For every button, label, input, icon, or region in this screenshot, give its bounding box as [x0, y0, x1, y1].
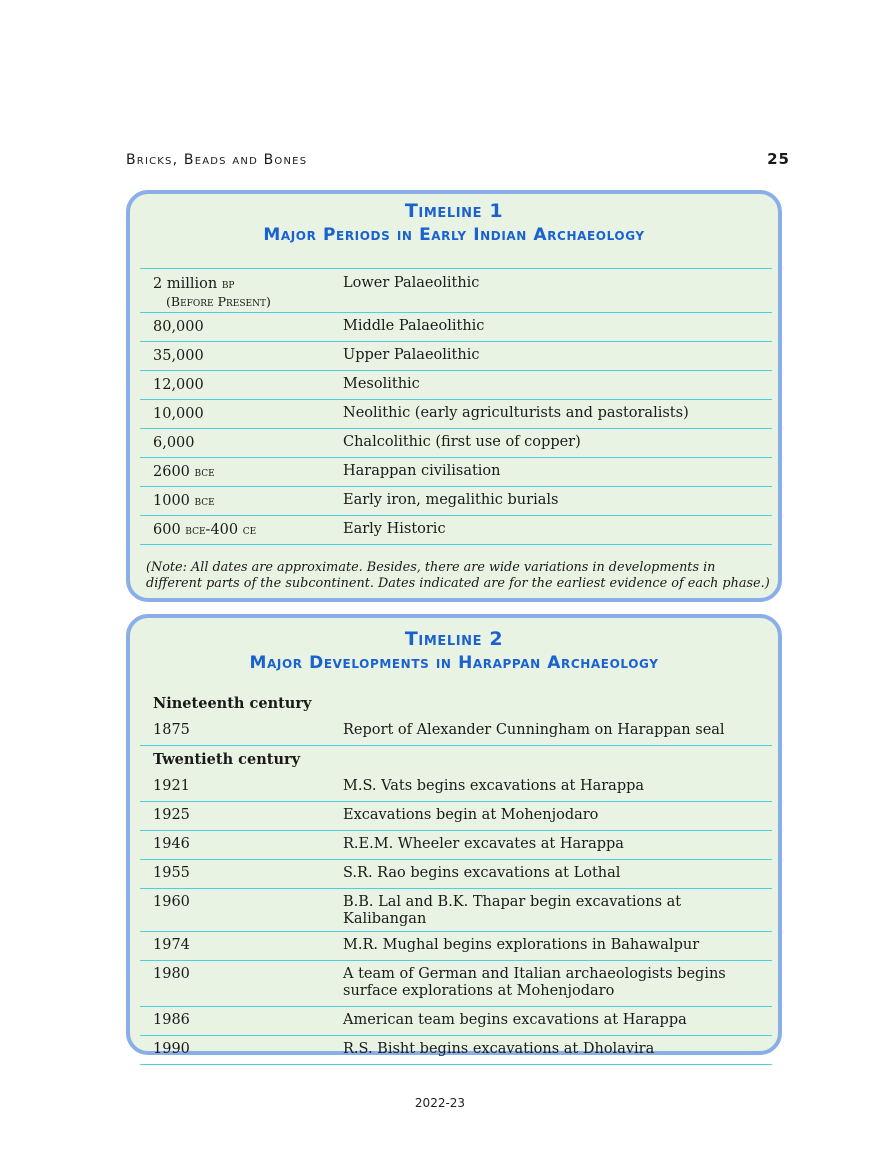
- timeline-row: [140, 429, 772, 458]
- date-value: -400: [205, 522, 243, 538]
- timeline-row: [140, 889, 772, 932]
- timeline-event: Neolithic (early agriculturists and pastoralists): [343, 405, 689, 421]
- timeline-event: Chalcolithic (first use of copper): [343, 434, 581, 450]
- timeline-event: Middle Palaeolithic: [343, 318, 485, 334]
- timeline-1-heading: [130, 199, 778, 247]
- timeline-event: Report of Alexander Cunningham on Harappan seal: [343, 722, 725, 738]
- timeline-row: [140, 371, 772, 400]
- timeline-event: Early Historic: [343, 521, 446, 537]
- date-value: 80,000: [153, 319, 204, 335]
- century-heading: Twentieth century: [153, 751, 301, 768]
- footer-year: 2022-23: [414, 1096, 466, 1110]
- timeline-event: Lower Palaeolithic: [343, 275, 480, 291]
- timeline-2-heading: [130, 627, 778, 675]
- timeline-date: [140, 347, 343, 367]
- timeline-date: 1875: [153, 722, 190, 738]
- timeline-event: S.R. Rao begins excavations at Lothal: [343, 865, 621, 881]
- timeline-event: M.R. Mughal begins explorations in Bahawalpur: [343, 937, 700, 953]
- timeline-event: M.S. Vats begins excavations at Harappa: [343, 778, 645, 794]
- timeline-2-box: [126, 614, 782, 1055]
- timeline-row: [140, 400, 772, 429]
- page-number: 25: [767, 150, 790, 168]
- timeline-2-title: Timeline 2: [404, 628, 504, 650]
- timeline-event: B.B. Lal and B.K. Thapar begin excavations at Kalibangan: [343, 894, 682, 927]
- timeline-date: [140, 318, 343, 338]
- century-heading: Nineteenth century: [153, 695, 312, 712]
- timeline-date: 1986: [153, 1012, 190, 1028]
- timeline-row: [140, 487, 772, 516]
- timeline-date: [140, 492, 343, 512]
- date-unit: bce: [194, 464, 215, 479]
- timeline-1-table: [140, 268, 772, 545]
- timeline-event: Mesolithic: [343, 376, 420, 392]
- timeline-row: [140, 773, 772, 802]
- timeline-row: [140, 342, 772, 371]
- timeline-row: [140, 1007, 772, 1036]
- timeline-row: [140, 860, 772, 889]
- date-value: 600: [153, 522, 186, 538]
- timeline-event: American team begins excavations at Harappa: [343, 1012, 687, 1028]
- date-unit: ce: [242, 522, 257, 537]
- timeline-date: 1925: [153, 807, 190, 823]
- timeline-event: Excavations begin at Mohenjodaro: [343, 807, 599, 823]
- timeline-date: [140, 275, 343, 309]
- timeline-row: [140, 516, 772, 545]
- timeline-date: 1955: [153, 865, 190, 881]
- date-unit: bce: [194, 493, 215, 508]
- date-value: 2600: [153, 464, 195, 480]
- running-title: Bricks, Beads and Bones: [126, 152, 308, 168]
- timeline-row: [140, 269, 772, 313]
- running-head: [126, 150, 790, 170]
- timeline-date: 1946: [153, 836, 190, 852]
- timeline-event: Harappan civilisation: [343, 463, 501, 479]
- timeline-date: 1980: [153, 966, 190, 982]
- date-value: 10,000: [153, 406, 204, 422]
- timeline-1-box: [126, 190, 782, 602]
- date-note: (Before Present): [166, 294, 271, 309]
- timeline-row: [140, 802, 772, 831]
- timeline-event: R.E.M. Wheeler excavates at Harappa: [343, 836, 624, 852]
- timeline-row: [140, 961, 772, 1007]
- timeline-date: [140, 376, 343, 396]
- timeline-date: 1960: [153, 894, 190, 910]
- timeline-row: [140, 1036, 772, 1065]
- date-unit: bp: [221, 276, 235, 291]
- timeline-date: [140, 405, 343, 425]
- timeline-2-subtitle: Major Developments in Harappan Archaeology: [249, 653, 659, 673]
- timeline-row: [140, 313, 772, 342]
- timeline-1-title: Timeline 1: [404, 200, 504, 222]
- timeline-date: 1974: [153, 937, 190, 953]
- timeline-date: 1921: [153, 778, 190, 794]
- date-value: 6,000: [153, 435, 195, 451]
- timeline-event: A team of German and Italian archaeologists begins surface explorations at Mohenjodaro: [343, 966, 726, 999]
- date-value: 1000: [153, 493, 195, 509]
- timeline-date: 1990: [153, 1041, 190, 1057]
- timeline-event: Early iron, megalithic burials: [343, 492, 559, 508]
- timeline-date: [140, 521, 343, 541]
- timeline-event: Upper Palaeolithic: [343, 347, 480, 363]
- timeline-2-table: [140, 690, 772, 1065]
- timeline-date: [140, 463, 343, 483]
- timeline-1-note: (Note: All dates are approximate. Besides, there are wide variations in developments in different parts of the subcontinent. Dates indicated are for the earliest evidence of each phase.): [146, 560, 770, 591]
- date-value: 2 million: [153, 276, 222, 292]
- timeline-row: [140, 831, 772, 860]
- timeline-row: [140, 932, 772, 961]
- date-value: 12,000: [153, 377, 204, 393]
- date-value: 35,000: [153, 348, 204, 364]
- timeline-row: [140, 717, 772, 746]
- date-unit: bce: [185, 522, 206, 537]
- timeline-date: [140, 434, 343, 454]
- timeline-1-subtitle: Major Periods in Early Indian Archaeology: [263, 225, 645, 245]
- timeline-row: [140, 458, 772, 487]
- timeline-event: R.S. Bisht begins excavations at Dholavira: [343, 1041, 655, 1057]
